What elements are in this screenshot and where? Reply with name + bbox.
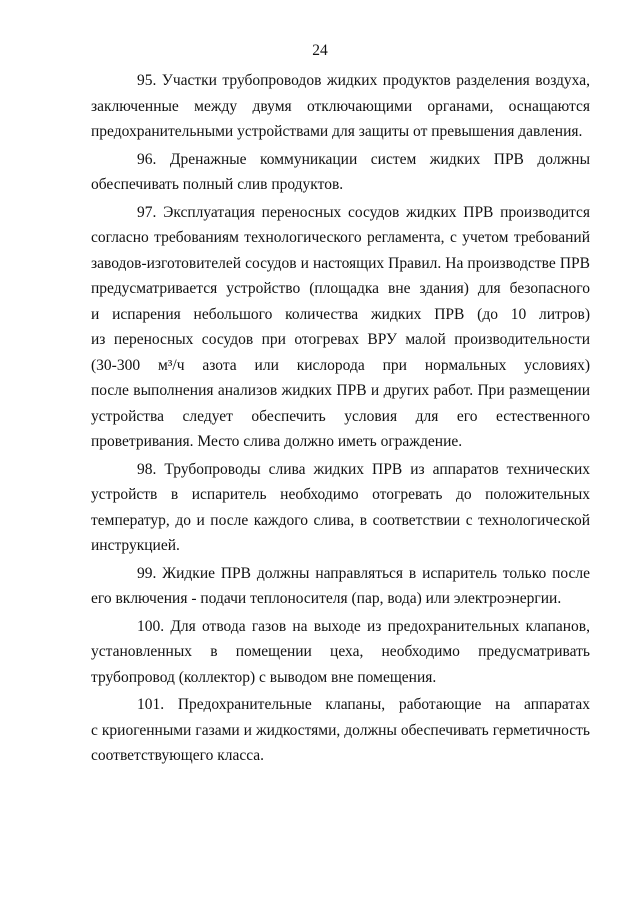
paragraph-line: 98. Трубопроводы слива жидких ПРВ из аппаратов технических — [137, 460, 590, 478]
paragraph-line: и испарения небольшого количества жидких ПРВ (до 10 литров) — [91, 305, 590, 323]
body-text — [91, 68, 590, 771]
paragraph-line: 95. Участки трубопроводов жидких продуктов разделения воздуха, — [137, 72, 590, 89]
paragraph-95 — [91, 68, 590, 145]
paragraph-96 — [91, 147, 590, 198]
paragraph-line: с криогенными газами и жидкостями, должны обеспечивать герметичность — [91, 721, 590, 739]
paragraph-101 — [91, 692, 590, 769]
paragraph-line: трубопровод (коллектор) с выводом вне помещения. — [91, 668, 437, 686]
paragraph-line: инструкцией. — [91, 537, 180, 554]
paragraph-line: 101. Предохранительные клапаны, работающие на аппаратах — [137, 696, 590, 713]
paragraph-line: после выполнения анализов жидких ПРВ и других работ. При размещении — [91, 382, 590, 399]
paragraph-98 — [91, 457, 590, 559]
paragraph-line: установленных в помещении цеха, необходимо предусматривать — [91, 643, 590, 660]
paragraph-line: предохранительными устройствами для защиты от превышения давления. — [91, 123, 583, 140]
paragraph-line: его включения - подачи теплоносителя (пар, вода) или электроэнергии. — [91, 590, 562, 607]
paragraph-line: заводов-изготовителей сосудов и настоящих Правил. На производстве ПРВ — [91, 254, 590, 272]
paragraph-line: обеспечивать полный слив продуктов. — [91, 176, 344, 193]
paragraph-line: устройств в испаритель необходимо отогревать до положительных — [91, 486, 590, 503]
paragraph-line: из переносных сосудов при отогревах ВРУ малой производительности — [91, 331, 590, 348]
paragraph-line: 96. Дренажные коммуникации систем жидких ПРВ должны — [137, 150, 590, 168]
paragraph-line: 99. Жидкие ПРВ должны направляться в испаритель только после — [137, 564, 590, 582]
paragraph-line: (30-300 м³/ч азота или кислорода при нормальных условиях) — [91, 356, 590, 374]
paragraph-line: 97. Эксплуатация переносных сосудов жидких ПРВ производится — [137, 203, 590, 221]
paragraph-line: согласно требованиям технологического регламента, с учетом требований — [91, 229, 590, 246]
paragraph-line: 100. Для отвода газов на выходе из предохранительных клапанов, — [137, 617, 590, 635]
paragraph-line: заключенные между двумя отключающими органами, оснащаются — [91, 97, 590, 115]
page-number: 24 — [312, 42, 328, 59]
paragraph-99 — [91, 561, 590, 612]
paragraph-97 — [91, 200, 590, 455]
paragraph-line: проветривания. Место слива должно иметь ограждение. — [91, 433, 463, 450]
paragraph-line: устройства следует обеспечить условия для его естественного — [91, 407, 590, 425]
paragraph-line: предусматривается устройство (площадка вне здания) для безопасного — [91, 280, 590, 297]
paragraph-line: соответствующего класса. — [91, 747, 265, 764]
paragraph-100 — [91, 614, 590, 691]
paragraph-line: температур, до и после каждого слива, в соответствии с технологической — [91, 511, 590, 529]
